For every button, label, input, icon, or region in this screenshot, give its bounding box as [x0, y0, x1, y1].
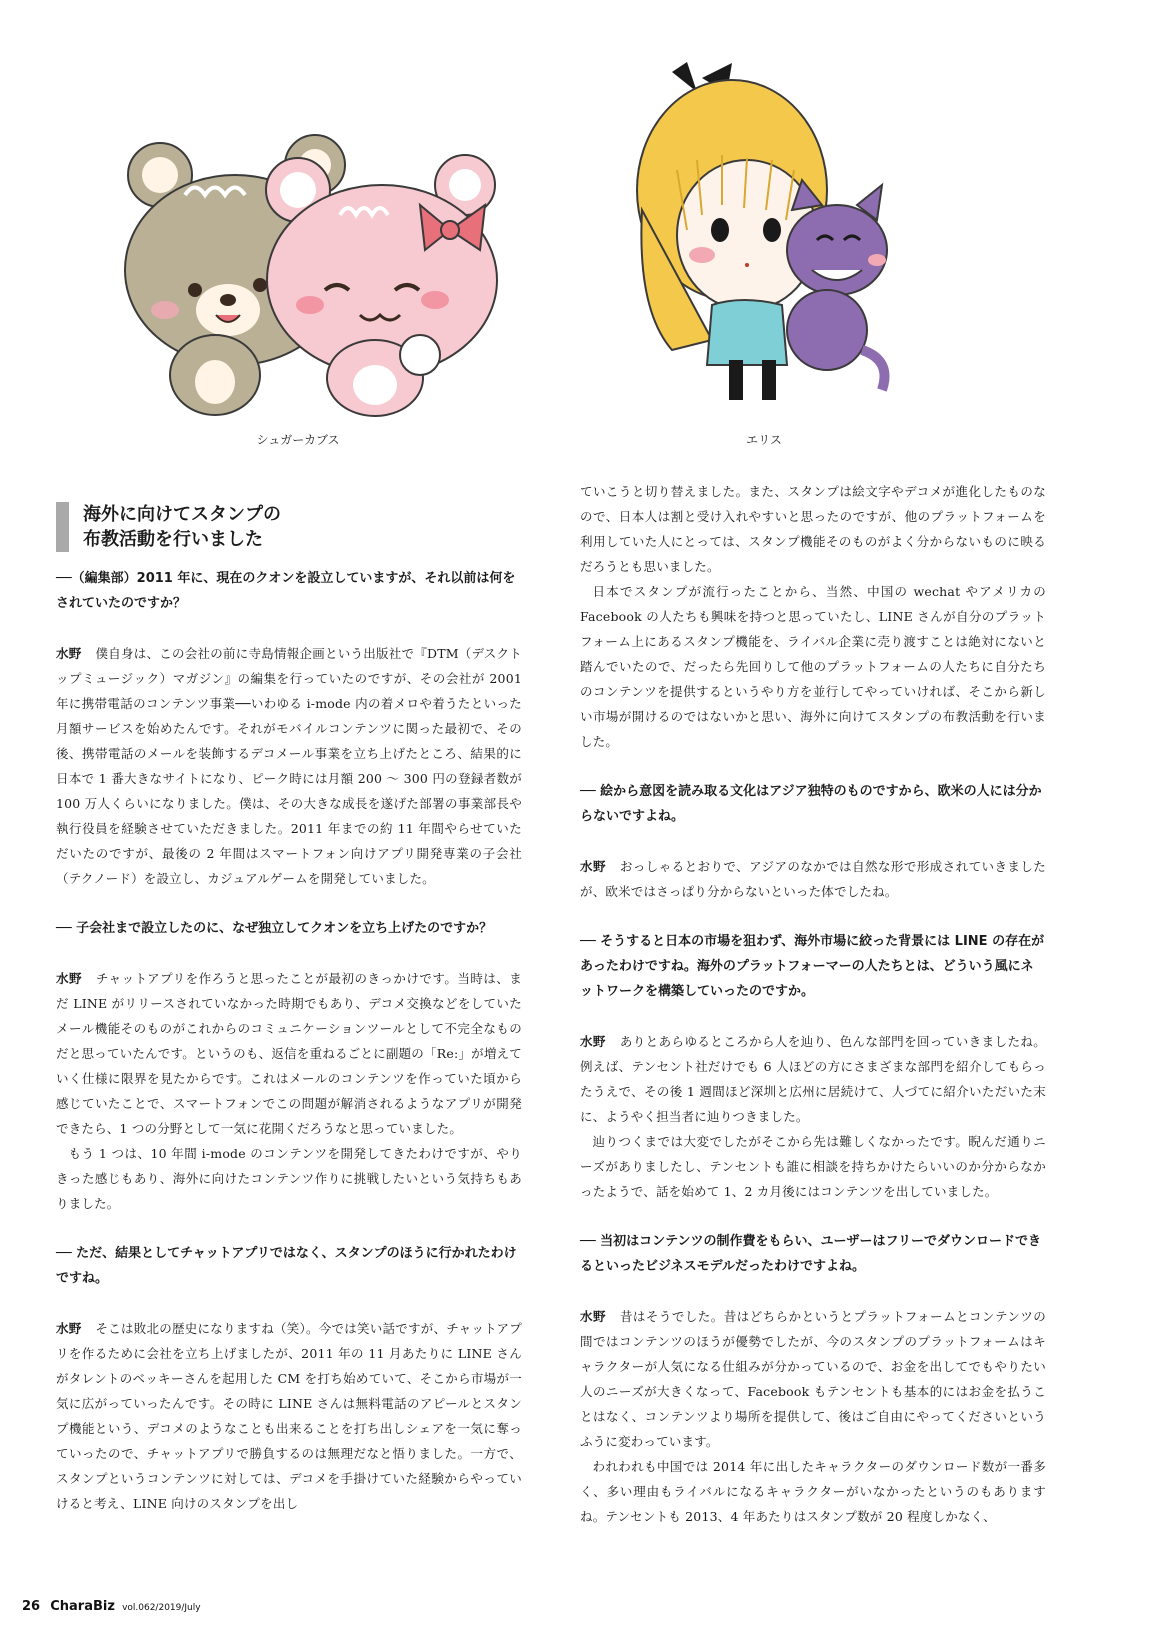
page-footer — [22, 1599, 201, 1614]
section-heading — [56, 502, 522, 552]
speaker-name: 水野 — [580, 1309, 606, 1324]
magazine-logo: CharaBiz — [50, 1599, 115, 1614]
speaker-name: 水野 — [580, 1034, 606, 1049]
caption-sugar-cubs: シュガーカブス — [256, 433, 340, 447]
caption-alice: エリス — [746, 433, 782, 447]
interview-answer — [580, 1029, 1046, 1129]
interview-answer — [56, 966, 522, 1141]
answer-text: おっしゃるとおりで、アジアのなかでは自然な形で形成されていきましたが、欧米ではさっぱり分からないといった体でしたね。 — [580, 859, 1046, 899]
left-column — [56, 502, 522, 1516]
right-column — [580, 479, 1046, 1529]
answer-paragraph: 日本でスタンプが流行ったことから、当然、中国の wechat やアメリカの Facebook の人たちも興味を持つと思っていたし、LINE さんが自分のプラットフォーム上にあるスタンプ機能を、ライバル企業に売り渡すことは絶対にないと踏んでいたので、だったら先回りして他のプラットフォームの人たちに自分たちのコンテンツを提供するというやり方を並行してやっていければ、そこから新しい市場が開けるのではないかと思い、海外に向けてスタンプの布教活動を行いました。 — [580, 584, 1046, 749]
section-heading-line-2: 布教活動を行いました — [83, 529, 263, 550]
answer-paragraph: 辿りつくまでは大変でしたがそこから先は難しくなかったです。睨んだ通りニーズがありましたし、テンセントも誰に相談を持ちかけたらいいのか分からなかったようで、話を始めて 1、2 カ月後にはコンテンツを出していました。 — [580, 1134, 1046, 1199]
interview-answer — [580, 1304, 1046, 1454]
interview-question: ── 絵から意図を読み取る文化はアジア独特のものですから、欧米の人には分からないですよね。 — [580, 784, 1042, 824]
answer-paragraph: ていこうと切り替えました。また、スタンプは絵文字やデコメが進化したものなので、日本人は割と受け入れやすいと思ったのですが、他のプラットフォームを利用していた人にとっては、スタンプ機能そのものがよく分からないものに映るだろうとも思いました。 — [580, 484, 1046, 574]
interview-question: ── 子会社まで設立したのに、なぜ独立してクオンを立ち上げたのですか？ — [56, 921, 493, 936]
issue-label: vol.062/2019/July — [122, 1603, 201, 1613]
answer-paragraph: われわれも中国では 2014 年に出したキャラクターのダウンロード数が一番多く、多い理由もライバルになるキャラクターがいなかったというのもありますね。テンセントも 2013、4 年あたりはスタンプ数が 20 程度しかなく、 — [580, 1459, 1046, 1524]
answer-text: チャットアプリを作ろうと思ったことが最初のきっかけです。当時は、まだ LINE がリリースされていなかった時期でもあり、デコメ交換などをしていたメール機能そのものがこれからのコミュニケーションツールとして不完全なものだと思っていたんです。というのも、返信を重ねるごとに副題の「Re:」が増えていく仕様に限界を見たからです。これはメールのコンテンツを作っていた頃から感じていたことで、スマートフォンでこの問題が解消されるようなアプリが開発できたら、1 つの分野として一気に花開くだろうなと思っていました。 — [56, 971, 522, 1136]
interview-answer — [580, 854, 1046, 904]
interview-question: ── 当初はコンテンツの制作費をもらい、ユーザーはフリーでダウンロードできるといったビジネスモデルだったわけですよね。 — [580, 1234, 1042, 1274]
speaker-name: 水野 — [580, 859, 606, 874]
answer-paragraph: もう 1 つは、10 年間 i-mode のコンテンツを開発してきたわけですが、やりきった感じもあり、海外に向けたコンテンツ作りに挑戦したいという気持ちもありました。 — [56, 1146, 522, 1211]
sugar-cubs-illustration — [120, 120, 520, 420]
speaker-name: 水野 — [56, 971, 82, 986]
speaker-name: 水野 — [56, 646, 82, 661]
answer-text: 昔はそうでした。昔はどちらかというとプラットフォームとコンテンツの間ではコンテンツのほうが優勢でしたが、今のスタンプのプラットフォームはキャラクターが人気になる仕組みが分かっているので、お金を出してでもやりたい人のニーズが大きくなって、Facebook もテンセントも基本的にはお金を払うことはなく、コンテンツより場所を提供して、後はご自由にやってくださいというふうに変わっています。 — [580, 1309, 1046, 1449]
page-number: 26 — [22, 1599, 41, 1614]
section-heading-line-1: 海外に向けてスタンプの — [83, 504, 281, 525]
answer-text: そこは敗北の歴史になりますね（笑）。今では笑い話ですが、チャットアプリを作るために会社を立ち上げましたが、2011 年の 11 月あたりに LINE さんがタレントのベッキーさんを起用した CM を打ち始めていて、そこから市場が一気に広がっていったんです。その時に LINE さんは無料電話のアピールとスタンプ機能という、デコメのようなことも出来ることを打ち出しシェアを一気に奪っていったので、チャットアプリで勝負するのは無理だなと悟りました。一方で、スタンプというコンテンツに対しては、デコメを手掛けていた経験からやっていけると考え、LINE 向けのスタンプを出し — [56, 1321, 522, 1511]
answer-text: 僕自身は、この会社の前に寺島情報企画という出版社で『DTM（デスクトップミュージック）マガジン』の編集を行っていたのですが、その会社が 2001 年に携帯電話のコンテンツ事業──いわゆる i-mode 内の着メロや着うたといった月額サービスを始めたんです。それがモバイルコンテンツに関った最初で、その後、携帯電話のメールを装飾するデコメール事業を立ち上げたところ、結果的に日本で 1 番大きなサイトになり、ピーク時には月額 200 ～ 300 円の登録者数が 100 万人くらいになりました。僕は、その大きな成長を遂げた部署の事業部長や執行役員を経験させていただきました。2011 年までの約 11 年間やらせていただいたのですが、最後の 2 年間はスマートフォン向けアプリ開発専業の子会社（テクノード）を設立し、カジュアルゲームを開発していました。 — [56, 646, 522, 886]
speaker-name: 水野 — [56, 1321, 82, 1336]
interview-question: ── そうすると日本の市場を狙わず、海外市場に絞った背景には LINE の存在があったわけですね。海外のプラットフォーマーの人たちとは、どういう風にネットワークを構築していったのですか。 — [580, 934, 1045, 999]
interview-question: ── ただ、結果としてチャットアプリではなく、スタンプのほうに行かれたわけですね。 — [56, 1246, 517, 1286]
interview-answer — [56, 1316, 522, 1516]
alice-illustration — [632, 60, 902, 410]
answer-text: ありとあらゆるところから人を辿り、色んな部門を回っていきましたね。例えば、テンセント社だけでも 6 人ほどの方にさまざまな部門を紹介してもらったうえで、その後 1 週間ほど深圳と広州に居続けて、人づてに紹介いただいた末に、ようやく担当者に辿りつきました。 — [580, 1034, 1046, 1124]
pink-bear-character — [266, 155, 497, 416]
interview-question: ──（編集部）2011 年に、現在のクオンを設立していますが、それ以前は何をされていたのですか？ — [56, 571, 516, 611]
interview-answer — [56, 641, 522, 891]
